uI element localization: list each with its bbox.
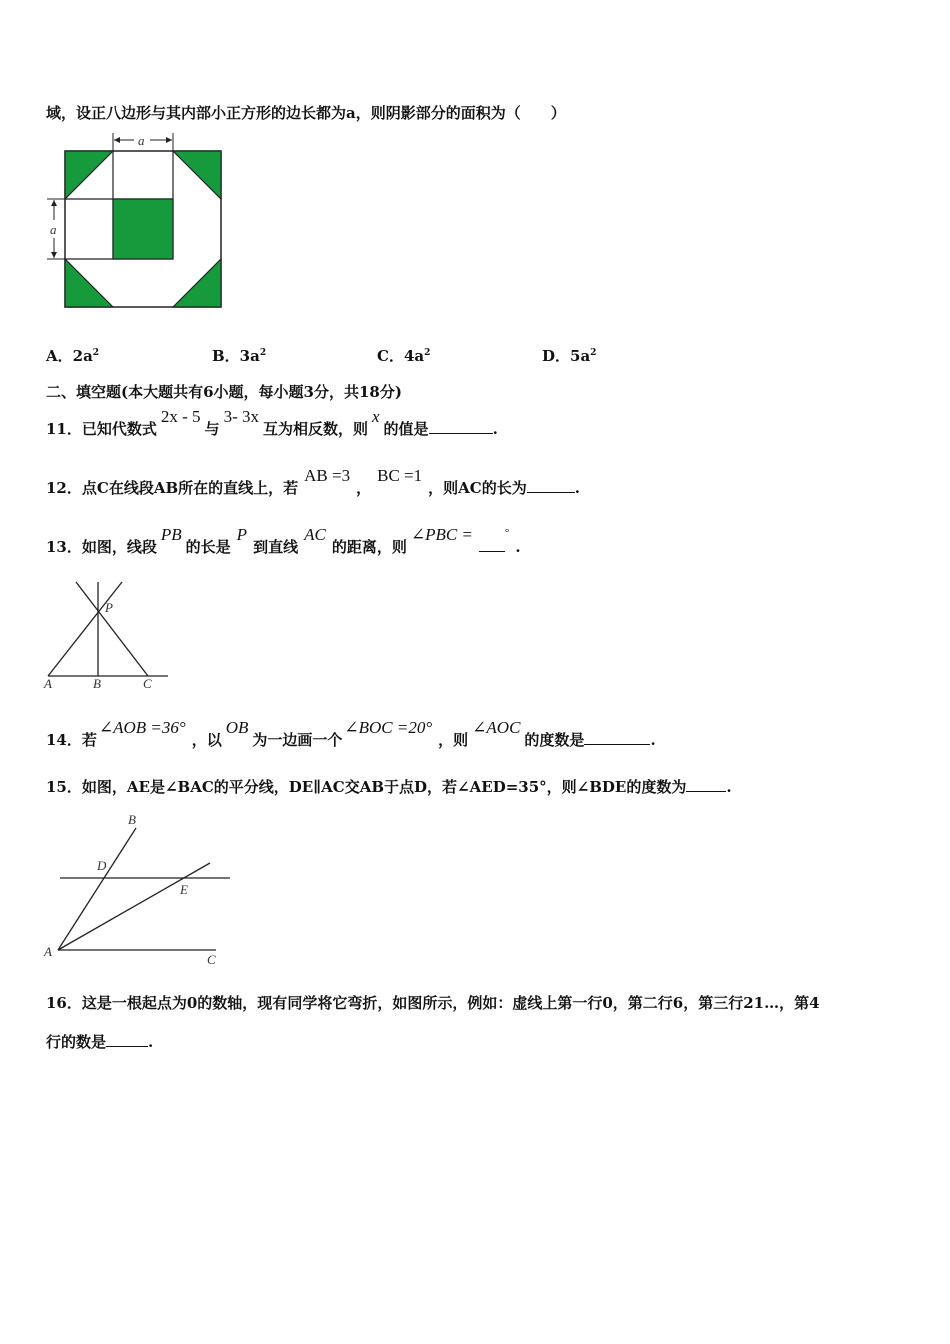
- q14: 14．若∠AOB =36°，以OB为一边画一个∠BOC =20°，则∠AOC的度数是 .: [46, 718, 656, 749]
- q16-line2: 行的数是 .: [46, 1033, 154, 1051]
- q13: 13．如图，线段PB的长是P到直线AC的距离，则∠PBC = °.: [46, 525, 521, 556]
- answer-blank[interactable]: [429, 419, 493, 434]
- answer-blank[interactable]: [106, 1032, 148, 1047]
- octagon-figure: [44, 130, 229, 310]
- option-a[interactable]: A．$2a^2$: [46, 347, 100, 365]
- answer-blank[interactable]: [527, 478, 575, 493]
- label-b: B: [93, 676, 101, 691]
- q15-figure: [40, 810, 240, 970]
- label-c: C: [207, 952, 216, 967]
- q16-line1: 16．这是一根起点为0的数轴，现有同学将它弯折，如图所示，例如：虚线上第一行0，第二行6，第三行21…，第4: [46, 994, 820, 1012]
- q13-figure: [40, 578, 180, 693]
- option-d[interactable]: D．$5a^2$: [542, 347, 597, 365]
- label-a: A: [44, 676, 52, 691]
- label-p: P: [105, 600, 113, 615]
- label-e: E: [180, 882, 188, 897]
- section-heading: 二、填空题(本大题共有6小题，每小题3分，共18分): [46, 383, 402, 401]
- option-c[interactable]: C．$4a^2$: [377, 347, 431, 365]
- q10-stem: 域，设正八边形与其内部小正方形的边长都为a，则阴影部分的面积为（ ）: [46, 104, 566, 122]
- q15: 15．如图，AE是∠BAC的平分线，DE∥AC交AB于点D，若∠AED=35°，则∠BDE的度数为 .: [46, 778, 732, 796]
- label-b: B: [128, 812, 136, 827]
- answer-blank[interactable]: [584, 730, 650, 745]
- dim-label-left: a: [50, 222, 57, 237]
- dim-label-top: a: [138, 133, 145, 148]
- q11: 11．已知代数式2x - 5与3- 3x互为相反数，则x的值是 .: [46, 407, 498, 438]
- answer-blank[interactable]: [479, 537, 505, 552]
- label-c: C: [143, 676, 152, 691]
- label-a: A: [44, 944, 52, 959]
- answer-blank[interactable]: [686, 777, 726, 792]
- option-b[interactable]: B．$3a^2$: [212, 347, 267, 365]
- q12: 12．点C在线段AB所在的直线上，若AB =3，BC =1，则AC的长为 .: [46, 466, 580, 497]
- label-d: D: [97, 858, 107, 873]
- shaded-inner-square: [113, 199, 173, 259]
